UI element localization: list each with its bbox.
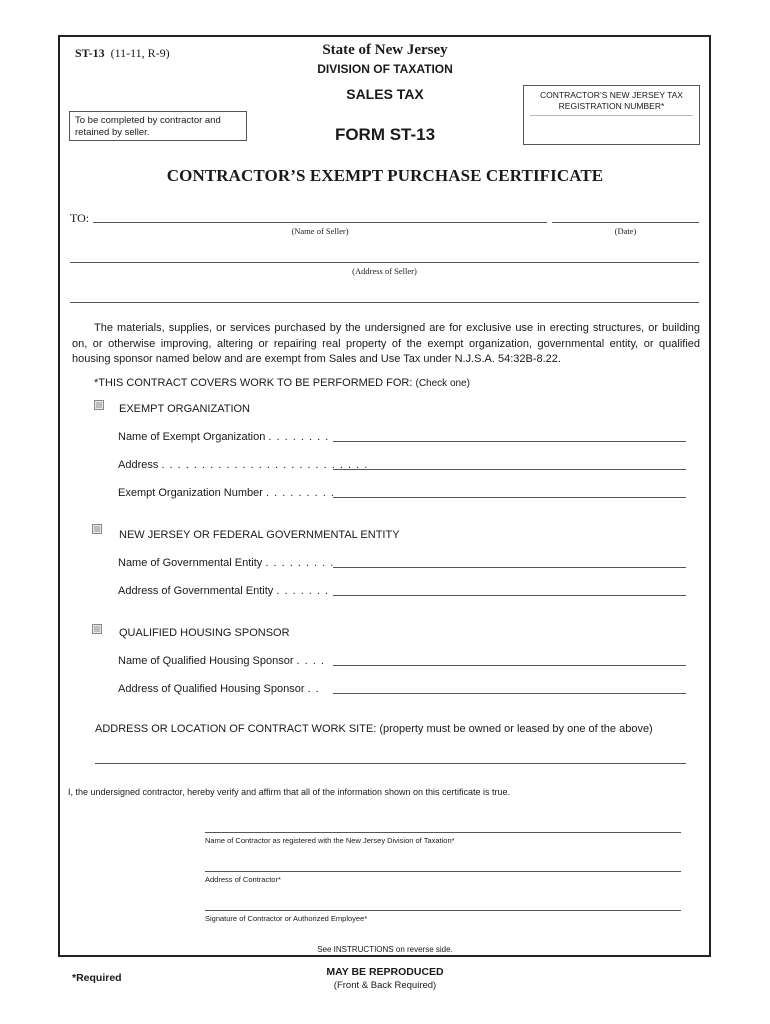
worksite-label: ADDRESS OR LOCATION OF CONTRACT WORK SITE: (property must be owned or leased by one of the above) <box>95 723 653 735</box>
date-field[interactable] <box>552 222 699 223</box>
option-label: QUALIFIED HOUSING SPONSOR <box>119 627 290 639</box>
seller-name-field[interactable] <box>93 222 547 223</box>
seller-address-field-2[interactable] <box>70 302 699 303</box>
seller-address-field[interactable] <box>70 262 699 263</box>
division-name: DIVISION OF TAXATION <box>317 62 453 76</box>
exempt-org-address-field[interactable] <box>333 469 686 470</box>
to-label: TO: <box>70 211 90 225</box>
gov-entity-name-field[interactable] <box>333 567 686 568</box>
signature-field[interactable] <box>205 910 681 911</box>
housing-sponsor-address-field[interactable] <box>333 693 686 694</box>
covers-label: *THIS CONTRACT COVERS WORK TO BE PERFORMED FOR: <box>94 377 413 389</box>
governmental-entity-checkbox[interactable] <box>92 524 102 534</box>
state-name: State of New Jersey <box>322 42 448 58</box>
contractor-note: To be completed by contractor and retained by seller. <box>69 111 247 141</box>
exemption-statement: The materials, supplies, or services purchased by the undersigned are for exclusive use in erecting structures, or building on, or otherwise improving, altering or repairing real property of the exempt organization, governmental entity, or qualified housing sponsor named below and are exempt from Sales and Use Tax under N.J.S.A. 54:32B-8.22. <box>72 322 700 365</box>
registration-number-field[interactable] <box>530 115 693 116</box>
housing-sponsor-name-field[interactable] <box>333 665 686 666</box>
signature-label: Signature of Contractor or Authorized Employee* <box>205 914 368 923</box>
option-label: NEW JERSEY OR FEDERAL GOVERNMENTAL ENTITY <box>119 529 400 541</box>
form-revision: (11-11, R-9) <box>110 46 170 60</box>
field-label: Address . . . . . . . . . . . . . . . . . . . . . . . . . . <box>118 459 369 471</box>
exempt-org-name-field[interactable] <box>333 441 686 442</box>
field-label: Exempt Organization Number . . . . . . . . . <box>118 487 335 499</box>
field-label: Address of Qualified Housing Sponsor . . <box>118 683 320 695</box>
covers-hint: (Check one) <box>415 378 470 389</box>
exempt-org-number-field[interactable] <box>333 497 686 498</box>
contractor-name-field[interactable] <box>205 832 681 833</box>
date-caption: (Date) <box>614 226 637 236</box>
field-label: Name of Governmental Entity . . . . . . . . . <box>118 557 335 569</box>
affirmation-text: I, the undersigned contractor, hereby verify and affirm that all of the information shown on this certificate is true. <box>68 787 511 797</box>
instructions-note: See INSTRUCTIONS on reverse side. <box>317 945 453 954</box>
exempt-organization-checkbox[interactable] <box>94 400 104 410</box>
registration-number-box <box>523 85 700 145</box>
gov-entity-address-field[interactable] <box>333 595 686 596</box>
registration-number-label: CONTRACTOR’S NEW JERSEY TAX REGISTRATION NUMBER* <box>540 90 683 111</box>
contractor-address-field[interactable] <box>205 871 681 872</box>
contractor-address-label: Address of Contractor* <box>205 875 281 884</box>
reproduced-note: MAY BE REPRODUCED <box>326 966 444 978</box>
form-title: CONTRACTOR’S EXEMPT PURCHASE CERTIFICATE <box>166 166 604 185</box>
tax-type: SALES TAX <box>346 86 424 102</box>
form-code-number: ST-13 <box>75 46 105 60</box>
covers-heading <box>94 377 470 389</box>
field-label: Name of Qualified Housing Sponsor . . . . <box>118 655 325 667</box>
field-label: Address of Governmental Entity . . . . . . . <box>118 585 330 597</box>
worksite-field[interactable] <box>95 763 686 764</box>
form-name: FORM ST-13 <box>334 125 436 144</box>
seller-address-caption: (Address of Seller) <box>352 266 417 276</box>
contractor-name-label: Name of Contractor as registered with the New Jersey Division of Taxation* <box>205 836 455 845</box>
field-label: Name of Exempt Organization . . . . . . . . <box>118 431 330 443</box>
required-note: *Required <box>72 972 122 984</box>
front-back-note: (Front & Back Required) <box>333 980 437 991</box>
seller-name-caption: (Name of Seller) <box>291 226 349 236</box>
option-label: EXEMPT ORGANIZATION <box>119 403 250 415</box>
housing-sponsor-checkbox[interactable] <box>92 624 102 634</box>
